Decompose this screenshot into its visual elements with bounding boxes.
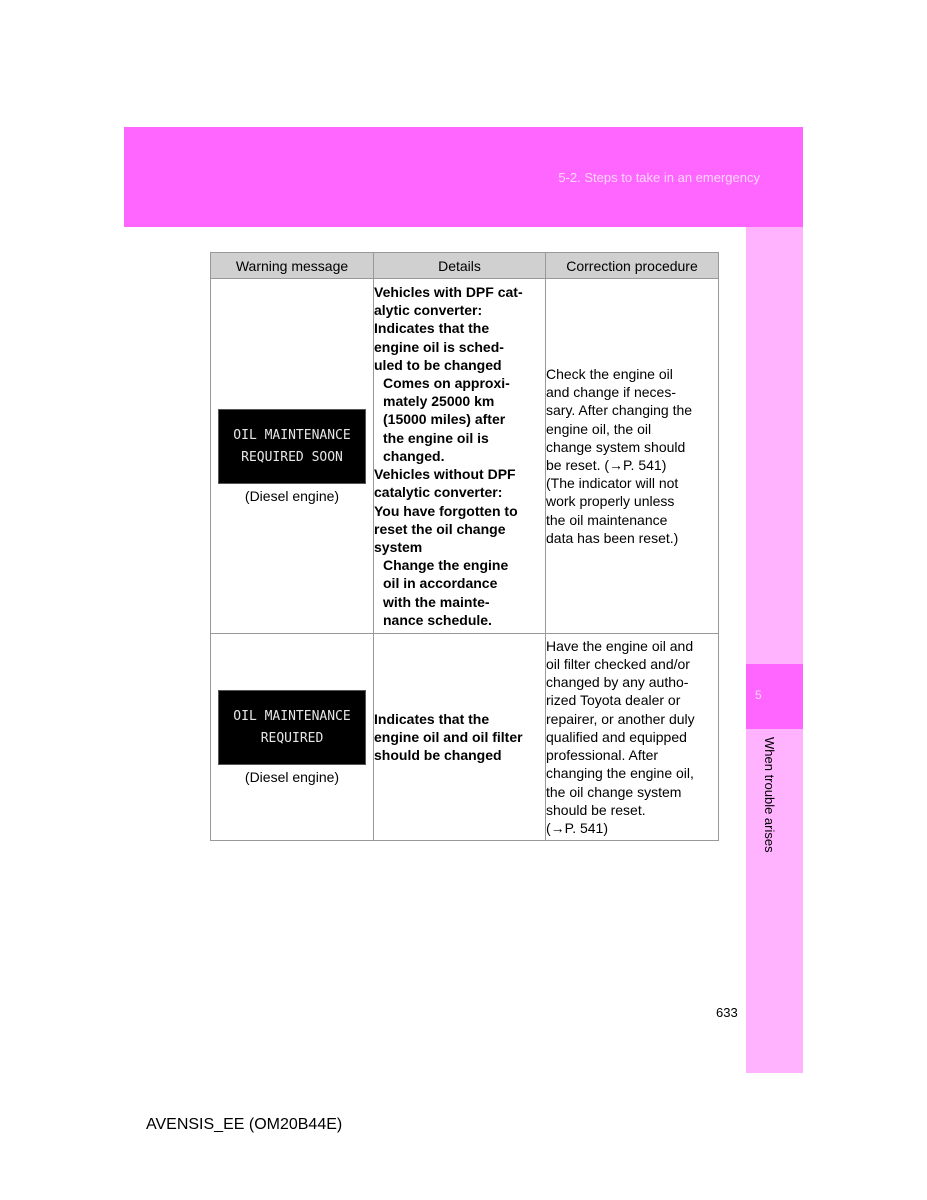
display-line: REQUIRED [260,730,324,746]
side-tab [746,227,803,1073]
engine-caption: (Diesel engine) [244,768,340,785]
details-line: Change the engine [383,557,509,574]
details-line: changed. [383,447,445,464]
warning-display [218,690,366,765]
warning-message-cell [211,634,374,841]
display-line: OIL MAINTENANCE [233,427,351,443]
column-header: Warning message [211,253,374,279]
correction-line: rized Toyota dealer or [546,692,681,709]
details-line: should be changed [374,747,502,764]
correction-line: changed by any autho- [546,674,689,691]
correction-line: be reset. (→P. 541) [546,457,667,473]
details-line: mately 25000 km [383,393,495,410]
correction-line: data has been reset.) [546,529,679,546]
correction-line: change system should [546,438,686,455]
details-line: alytic converter: [374,302,483,319]
correction-line: Check the engine oil [546,365,673,382]
details-line: system [374,538,423,555]
correction-line: sary. After changing the [546,402,693,419]
document-code: AVENSIS_EE (OM20B44E) [146,1116,343,1133]
correction-line: qualified and equipped [546,728,687,745]
correction-line: work properly unless [546,493,675,510]
display-line: REQUIRED SOON [241,449,343,465]
details-cell [374,634,546,841]
chapter-title: When trouble arises [762,737,777,853]
details-line: oil in accordance [383,575,498,592]
correction-line: oil filter checked and/or [546,656,690,673]
details-line: Comes on approxi- [383,375,510,392]
details-line: uled to be changed [374,356,502,373]
chapter-box [746,664,803,729]
correction-line: and change if neces- [546,384,676,401]
column-header: Correction procedure [546,253,719,279]
chapter-number: 5 [755,688,762,702]
correction-line: Have the engine oil and [546,637,694,654]
header-band [124,127,803,227]
details-line: Vehicles with DPF cat- [374,284,523,301]
details-line: reset the oil change [374,520,506,537]
details-line: Vehicles without DPF [374,466,516,483]
column-header: Details [374,253,546,279]
details-line: engine oil and oil filter [374,728,523,745]
correction-cell [546,279,719,634]
correction-line: professional. After [546,747,659,764]
details-line: Indicates that the [374,710,490,727]
details-line: Indicates that the [374,320,490,337]
details-cell [374,279,546,634]
section-title: 5-2. Steps to take in an emergency [558,170,760,185]
details-line: (15000 miles) after [383,411,506,428]
details-line: nance schedule. [383,611,492,628]
correction-line: repairer, or another duly [546,710,695,727]
details-line: engine oil is sched- [374,338,504,355]
correction-line: the oil change system [546,783,682,800]
details-line: You have forgotten to [374,502,518,519]
correction-line: engine oil, the oil [546,420,652,437]
table-row [211,279,719,634]
correction-line: should be reset. [546,801,646,818]
warning-display [218,409,366,484]
correction-line: (→P. 541) [546,819,608,836]
details-line: with the mainte- [383,593,490,610]
details-line: catalytic converter: [374,484,503,501]
correction-line: changing the engine oil, [546,765,694,782]
warning-table [210,252,719,841]
display-line: OIL MAINTENANCE [233,708,351,724]
engine-caption: (Diesel engine) [244,487,340,504]
table-header-row [211,253,719,279]
table-row [211,634,719,841]
correction-line: the oil maintenance [546,511,668,528]
correction-cell [546,634,719,841]
correction-line: (The indicator will not [546,475,679,492]
page-number: 633 [716,1005,738,1020]
warning-message-cell [211,279,374,634]
details-line: the engine oil is [383,429,489,446]
